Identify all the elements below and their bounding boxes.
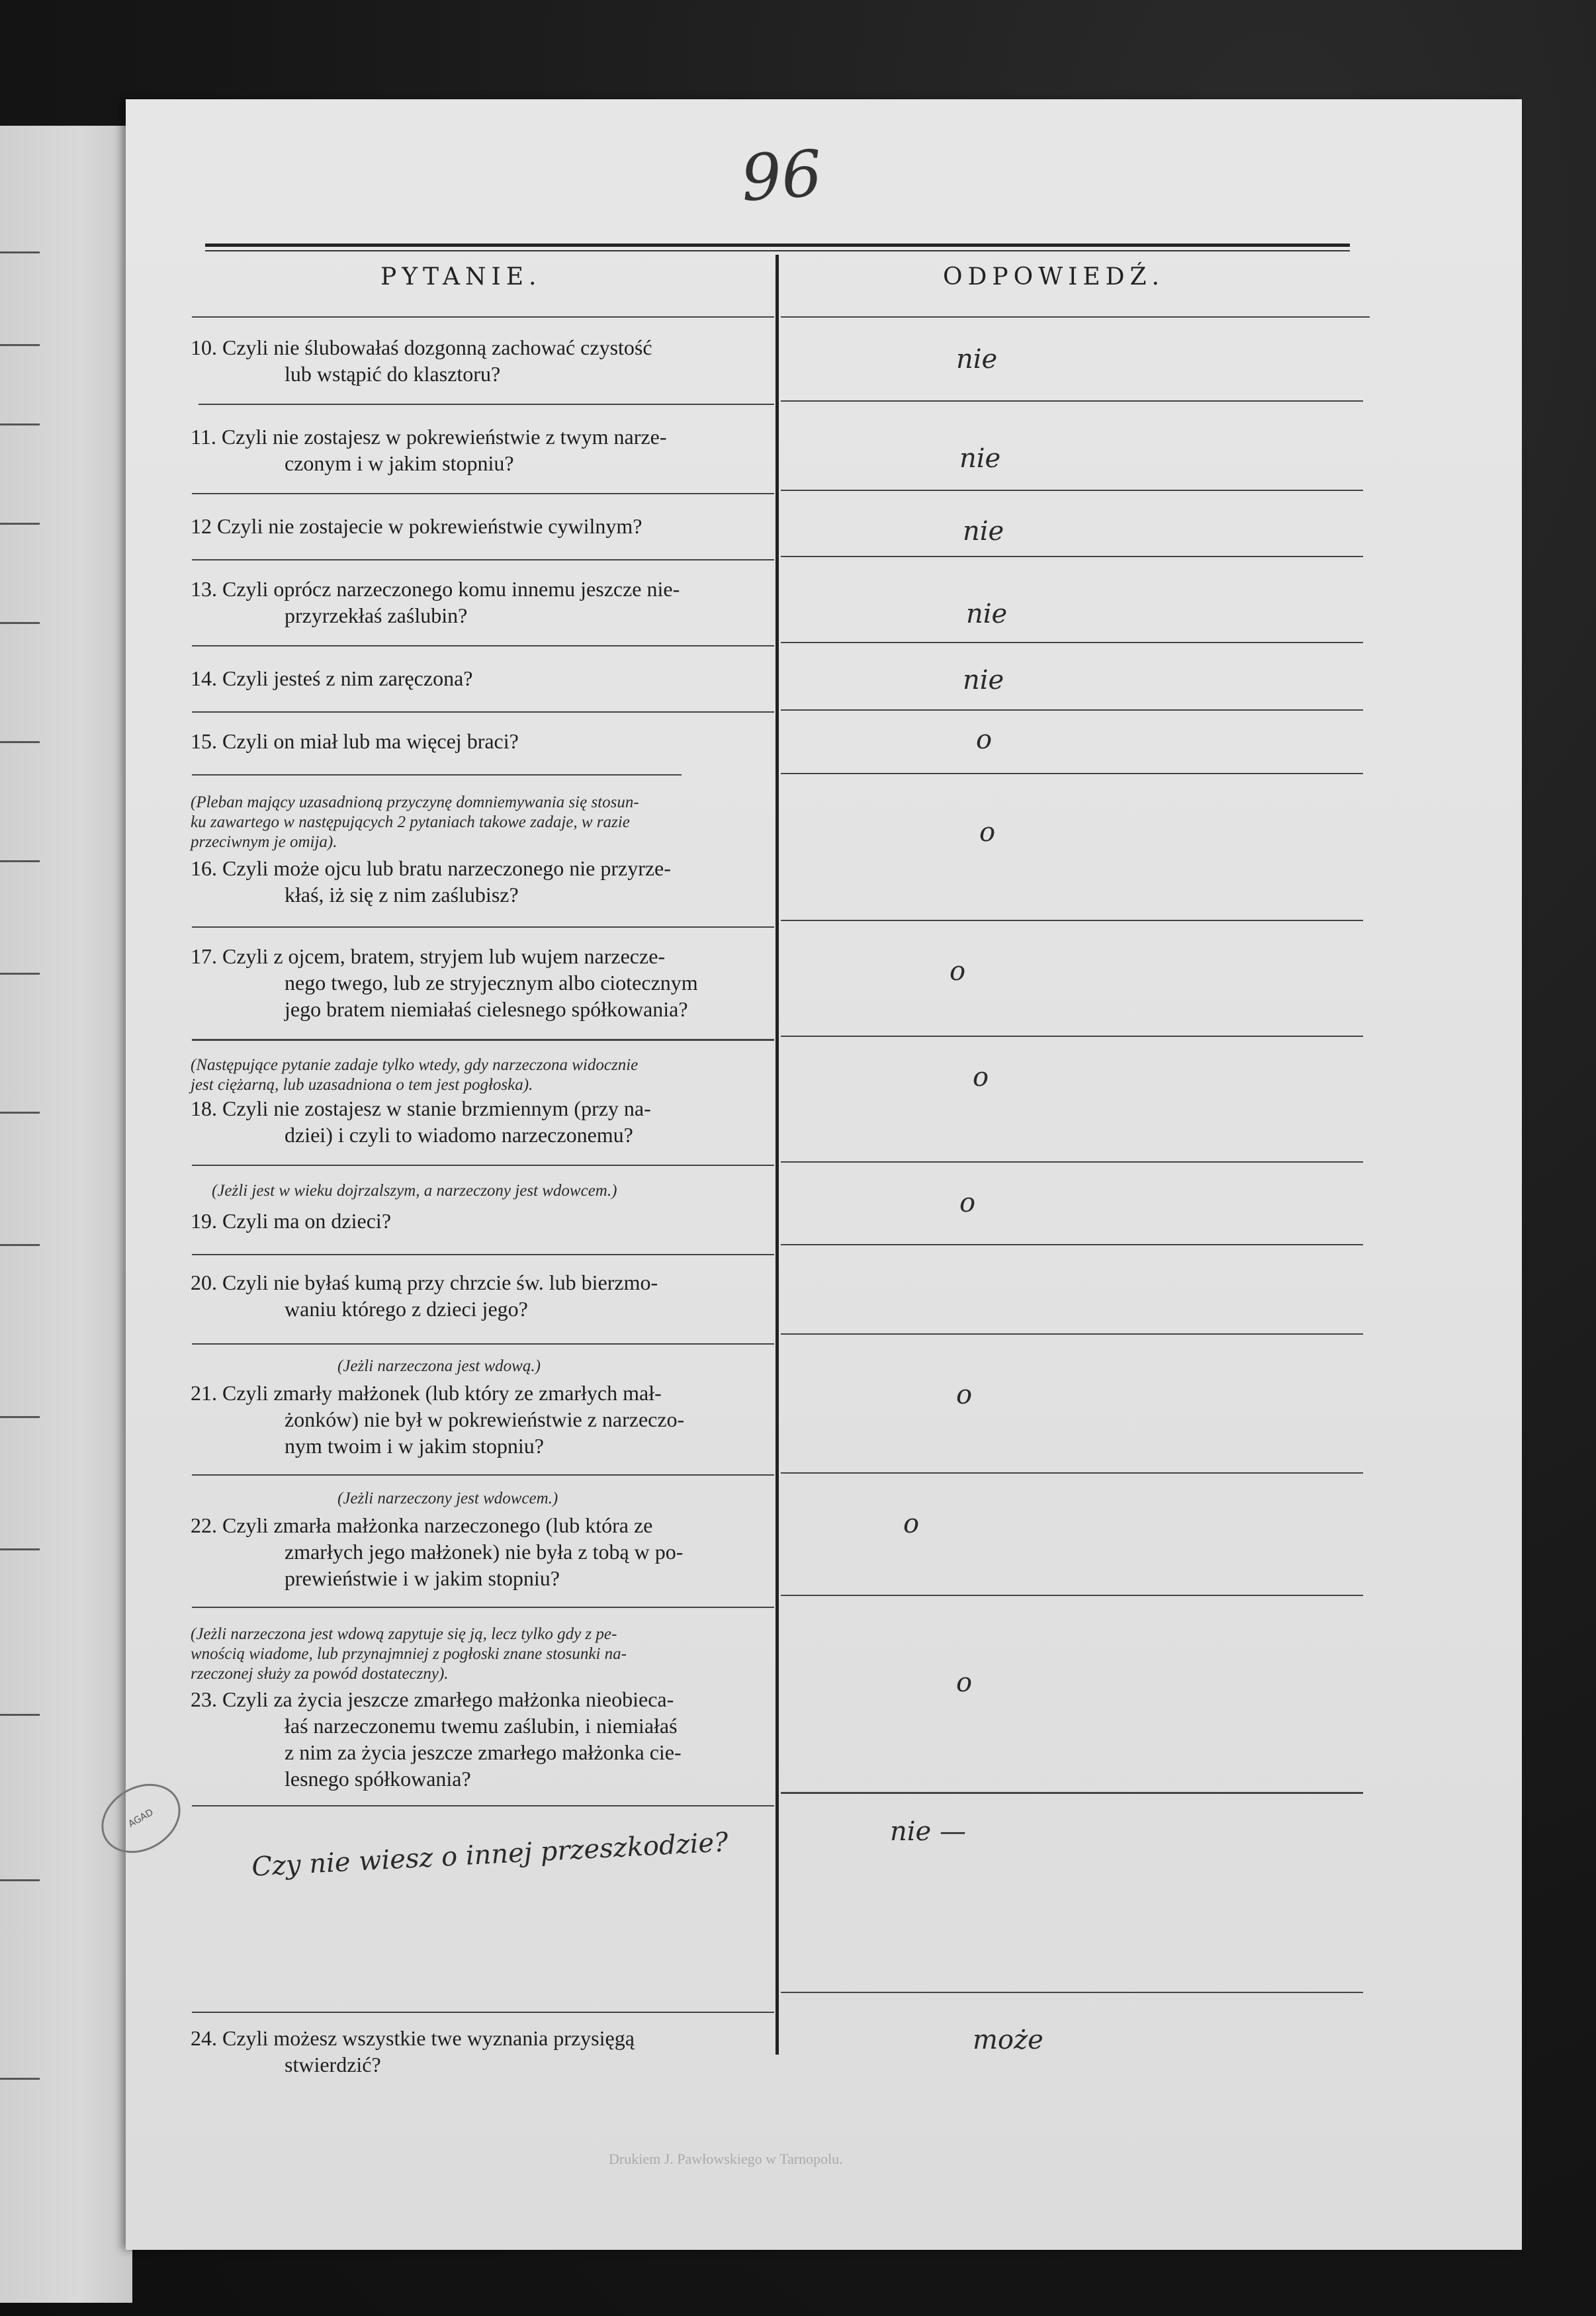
form-sheet [126, 99, 1522, 2250]
header-rule-thin [205, 250, 1350, 251]
question-line: waniu którego z dzieci jego? [285, 1297, 528, 1321]
question-18-note [191, 1055, 774, 1095]
question-line: Czyli nie zostajesz w stanie brzmiennym (przy na- [222, 1096, 651, 1120]
question-18 [191, 1095, 774, 1148]
left-page-rule [0, 622, 40, 624]
note-line: wnością wiadome, lub przynajmniej z pogłoski znane stosunki na- [191, 1645, 627, 1663]
header-underline [192, 316, 774, 318]
question-number: 17. [191, 944, 217, 968]
answer-23: o [956, 1668, 973, 1698]
row-separator [781, 1244, 1363, 1245]
row-separator [781, 1992, 1363, 1993]
question-line: Czyli nie zostajecie w pokrewieństwie cywilnym? [217, 514, 643, 538]
question-line: Czyli możesz wszystkie twe wyznania przysięgą [222, 2026, 635, 2050]
left-page-rule [0, 1416, 40, 1418]
row-separator [781, 1472, 1363, 1474]
note-line: (Jeżli narzeczona jest wdową zapytuje się ją, lecz tylko gdy z pe- [191, 1625, 617, 1643]
answer-14: nie [963, 665, 1004, 695]
question-14 [191, 665, 774, 691]
row-separator [781, 920, 1363, 921]
left-page-rule [0, 741, 40, 743]
header-rule [205, 244, 1350, 247]
question-19-note: (Jeżli jest w wieku dojrzalszym, a narzeczony jest wdowcem.) [212, 1182, 617, 1200]
note-line: ku zawartego w następujących 2 pytaniach takowe zadaje, w razie [191, 813, 630, 831]
row-separator [192, 774, 682, 776]
header-underline [781, 316, 1370, 318]
question-number: 15. [191, 729, 217, 753]
question-16 [191, 855, 774, 908]
question-line: jego bratem niemiałaś cielesnego spółkowania? [285, 997, 688, 1021]
answer-21: o [956, 1380, 973, 1410]
row-separator [781, 556, 1363, 557]
question-11 [191, 423, 774, 476]
question-17 [191, 943, 774, 1022]
question-number: 10. [191, 335, 217, 359]
left-page-rule [0, 2078, 40, 2080]
question-24 [191, 2025, 774, 2078]
question-15 [191, 728, 774, 754]
row-separator [781, 1595, 1363, 1596]
note-line: rzeczonej służy za powód dostateczny). [191, 1665, 449, 1683]
left-page-rule [0, 860, 40, 862]
question-line: lub wstąpić do klasztoru? [285, 362, 501, 386]
question-line: Czyli za życia jeszcze zmarłego małżonka nieobieca- [222, 1687, 674, 1711]
row-separator [781, 1161, 1363, 1163]
handwritten-question: Czy nie wiesz o innej przeszkodzie? [251, 1827, 729, 1883]
left-page-rule [0, 423, 40, 425]
row-separator [781, 400, 1363, 402]
row-separator [192, 1805, 774, 1806]
question-line: Czyli jesteś z nim zaręczona? [222, 666, 473, 690]
left-page-rule [0, 1112, 40, 1114]
left-page-rule [0, 1548, 40, 1550]
question-line: z nim za życia jeszcze zmarłego małżonka cie- [285, 1740, 682, 1764]
row-separator [781, 1792, 1363, 1794]
row-separator [192, 1343, 774, 1345]
left-page-rule [0, 1714, 40, 1716]
left-page-rule [0, 1244, 40, 1246]
left-page-rule [0, 973, 40, 975]
question-line: prewieństwie i w jakim stopniu? [285, 1566, 560, 1590]
question-number: 20. [191, 1270, 217, 1294]
answer-11: nie [959, 443, 1001, 474]
note-line: (Pleban mający uzasadnioną przyczynę domniemywania się stosun- [191, 793, 639, 811]
question-12 [191, 513, 774, 539]
row-separator [781, 773, 1363, 774]
question-number: 13. [191, 577, 217, 601]
answer-handwritten-question: nie — [890, 1816, 966, 1847]
answer-12: nie [963, 516, 1004, 547]
question-line: łaś narzeczonemu twemu zaślubin, i niemiałaś [285, 1714, 678, 1738]
question-line: dziei) i czyli to wiadomo narzeczonemu? [285, 1123, 633, 1147]
question-line: nym twoim i w jakim stopniu? [285, 1434, 544, 1458]
question-line: kłaś, iż się z nim zaślubisz? [285, 883, 519, 907]
question-number: 22. [191, 1513, 217, 1537]
row-separator [781, 642, 1363, 643]
question-23-note [191, 1625, 774, 1684]
printer-line: Drukiem J. Pawłowskiego w Tarnopolu. [609, 2151, 843, 2167]
answer-column-header: ODPOWIEDŹ. [943, 263, 1165, 290]
row-separator [192, 493, 774, 494]
note-line: (Następujące pytanie zadaje tylko wtedy, gdy narzeczona widocznie [191, 1056, 639, 1074]
question-line: Czyli nie ślubowałaś dozgonną zachować czystość [222, 335, 652, 359]
question-13 [191, 576, 774, 629]
question-line: lesnego spółkowania? [285, 1767, 471, 1791]
question-number: 23. [191, 1687, 217, 1711]
row-separator [192, 711, 774, 713]
left-page-rule [0, 523, 40, 525]
question-line: stwierdzić? [285, 2053, 381, 2076]
page-number: 96 [738, 136, 824, 216]
row-separator [192, 926, 774, 928]
row-separator [192, 1165, 774, 1166]
answer-13: nie [966, 599, 1008, 629]
question-line: Czyli nie byłaś kumą przy chrzcie św. lub bierzmo- [222, 1270, 658, 1294]
answer-22: o [903, 1509, 920, 1539]
question-number: 14. [191, 666, 217, 690]
left-page-rule [0, 1879, 40, 1881]
question-line: zmarłych jego małżonek) nie była z tobą w po- [285, 1540, 684, 1564]
answer-24: może [973, 2025, 1043, 2055]
question-20 [191, 1269, 774, 1322]
question-22 [191, 1512, 774, 1591]
question-number: 18. [191, 1096, 217, 1120]
question-line: Czyli z ojcem, bratem, stryjem lub wujem narzecze- [222, 944, 666, 968]
question-line: przyrzekłaś zaślubin? [285, 603, 468, 627]
question-number: 24. [191, 2026, 217, 2050]
row-separator [199, 404, 774, 405]
question-line: nego twego, lub ze stryjecznym albo ciotecznym [285, 971, 698, 995]
answer-16: o [979, 817, 996, 848]
note-line: przeciwnym je omija). [191, 833, 337, 851]
row-separator [192, 1607, 774, 1608]
row-separator [781, 1333, 1363, 1335]
question-line: Czyli oprócz narzeczonego komu innemu jeszcze nie- [222, 577, 680, 601]
row-separator [192, 1474, 774, 1476]
answer-10: nie [956, 344, 998, 375]
note-line: jest ciężarną, lub uzasadniona o tem jest pogłoska). [191, 1076, 533, 1094]
question-line: Czyli ma on dzieci? [222, 1209, 392, 1233]
answer-17: o [950, 956, 966, 987]
answer-15: o [976, 725, 993, 755]
answer-18: o [973, 1062, 989, 1092]
question-line: Czyli zmarły małżonek (lub który ze zmarłych mał- [222, 1381, 662, 1405]
left-page-rule [0, 251, 40, 253]
previous-page-edge [0, 126, 132, 2303]
question-line: żonków) nie był w pokrewieństwie z narzeczo- [285, 1407, 685, 1431]
question-line: czonym i w jakim stopniu? [285, 451, 514, 475]
question-16-note [191, 793, 774, 852]
stamp-text: AGAD [126, 1806, 155, 1830]
question-line: Czyli zmarła małżonka narzeczonego (lub która ze [222, 1513, 653, 1537]
question-number: 12 [191, 514, 212, 538]
row-separator [192, 645, 774, 646]
question-line: Czyli może ojcu lub bratu narzeczonego nie przyrze- [222, 856, 671, 880]
question-23 [191, 1686, 774, 1792]
question-number: 21. [191, 1381, 217, 1405]
question-10 [191, 334, 774, 387]
row-separator [192, 559, 774, 560]
column-divider [776, 255, 779, 2055]
question-number: 11. [191, 425, 216, 449]
question-21-note: (Jeżli narzeczona jest wdową.) [337, 1357, 541, 1375]
row-separator [192, 2012, 774, 2013]
question-column-header: PYTANIE. [380, 263, 542, 290]
question-line: Czyli on miał lub ma więcej braci? [222, 729, 519, 753]
row-separator [192, 1039, 774, 1041]
row-separator [781, 709, 1363, 711]
answer-19: o [959, 1188, 976, 1218]
left-page-rule [0, 344, 40, 346]
question-19 [191, 1208, 774, 1234]
question-21 [191, 1380, 774, 1459]
question-number: 19. [191, 1209, 217, 1233]
row-separator [781, 490, 1363, 491]
question-number: 16. [191, 856, 217, 880]
question-22-note: (Jeżli narzeczony jest wdowcem.) [337, 1490, 558, 1507]
row-separator [192, 1254, 774, 1255]
row-separator [781, 1036, 1363, 1037]
question-line: Czyli nie zostajesz w pokrewieństwie z twym narze- [221, 425, 667, 449]
